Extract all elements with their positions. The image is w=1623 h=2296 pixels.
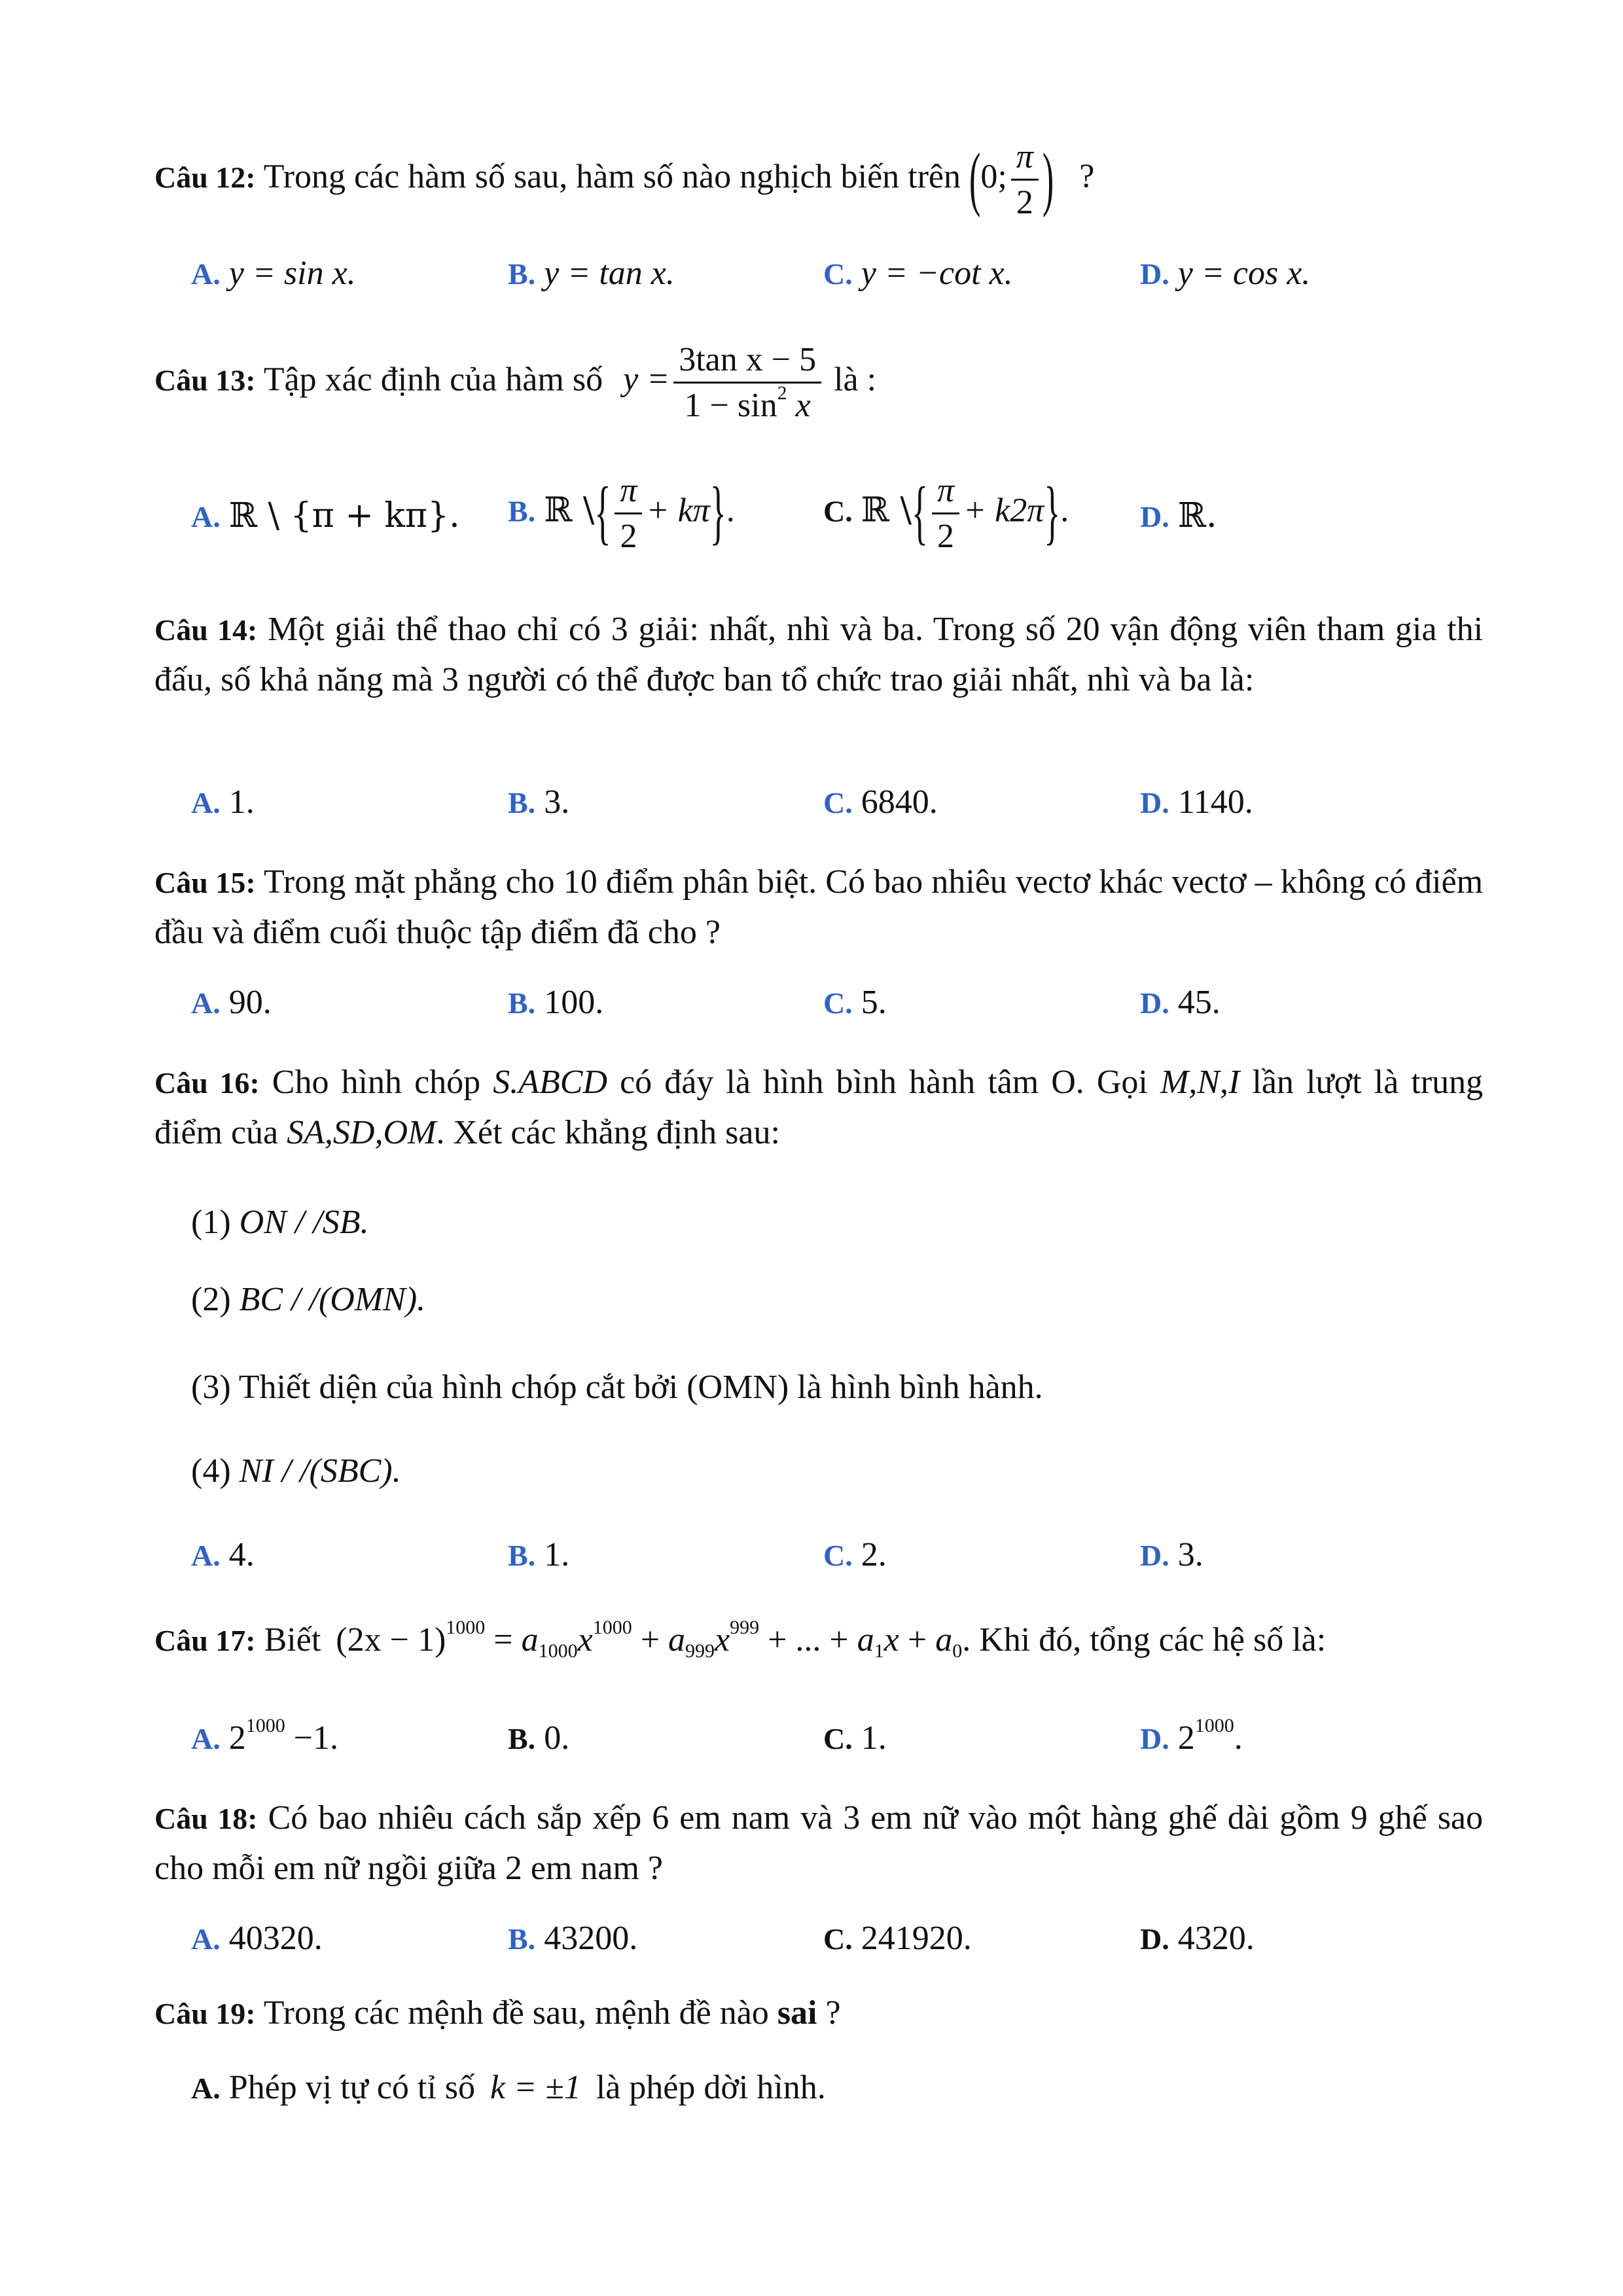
- option-letter: B.: [508, 1922, 536, 1956]
- question-text: Trong mặt phẳng cho 10 điểm phân biệt. Có bao nhiêu vectơ khác vectơ – không có điểm đầu và điểm cuối thuộc tập điểm đã cho ?: [154, 863, 1484, 951]
- binomial-base: (2x − 1): [336, 1621, 446, 1659]
- variable-exponent: 1000: [592, 1617, 632, 1638]
- denominator-variable: x: [795, 387, 811, 424]
- statement-number: (3): [191, 1369, 231, 1406]
- question-17: [154, 1617, 1327, 1662]
- option-b: [508, 471, 735, 556]
- option-letter: C.: [823, 494, 853, 528]
- option-letter: D.: [1140, 786, 1169, 819]
- option-c: [823, 471, 1069, 556]
- question-label: Câu 14:: [154, 613, 258, 647]
- fraction-denominator: [679, 384, 816, 425]
- question-text: có đáy là hình bình hành tâm O. Gọi: [620, 1064, 1148, 1101]
- option-end: .: [726, 492, 735, 529]
- denominator-base: 1 − sin: [684, 387, 777, 424]
- option-text: là phép dời hình.: [596, 2069, 826, 2106]
- option-letter: A.: [191, 2072, 221, 2105]
- question-18: [154, 1793, 1483, 1893]
- option-d: [1140, 1919, 1255, 1958]
- option-content: 1140.: [1177, 783, 1253, 821]
- question-text: ?: [825, 1994, 841, 2032]
- option-letter: A.: [191, 500, 221, 533]
- option-content: ℝ \ {π + kπ}.: [228, 496, 460, 535]
- option-content: 1.: [228, 783, 255, 821]
- option-b: [508, 1919, 637, 1958]
- option-b: [508, 1719, 569, 1757]
- option-c: [823, 1535, 887, 1574]
- option-content: 1.: [544, 1536, 570, 1573]
- option-a: [191, 783, 255, 821]
- coef: a: [668, 1621, 686, 1659]
- question-text: Trong các hàm số sau, hàm số nào nghịch biến trên: [263, 158, 961, 196]
- variable: x: [577, 1621, 593, 1659]
- coef: a: [521, 1621, 539, 1659]
- option-c: [823, 1719, 887, 1757]
- option-rest: + k2π: [963, 492, 1044, 529]
- question-16: [154, 1058, 1483, 1158]
- function-fraction: [673, 340, 821, 425]
- statement-content: BC / /(OMN).: [239, 1281, 426, 1318]
- statement-number: (4): [191, 1452, 231, 1490]
- option-rest: −1.: [293, 1719, 339, 1757]
- close-brace: }: [709, 474, 726, 553]
- points: M,N,I: [1160, 1064, 1240, 1101]
- question-label: Câu 12:: [154, 160, 256, 194]
- statement-content: Thiết diện của hình chóp cắt bởi (OMN) là hình bình hành.: [238, 1369, 1043, 1406]
- option-content: 43200.: [544, 1920, 638, 1957]
- option-content: 3.: [544, 783, 570, 821]
- interval-left: 0;: [980, 158, 1007, 196]
- option-a: [191, 2068, 826, 2107]
- option-a: [191, 1715, 339, 1757]
- question-19: [154, 1994, 841, 2032]
- pyramid-name: S.ABCD: [493, 1064, 607, 1101]
- option-a: [191, 1535, 255, 1574]
- question-13: [154, 340, 876, 425]
- option-end: .: [1060, 492, 1069, 529]
- option-d: [1140, 496, 1217, 535]
- option-a: [191, 496, 460, 535]
- question-text: . Xét các khẳng định sau:: [436, 1114, 780, 1151]
- plus: +: [640, 1621, 660, 1659]
- option-content: 0.: [544, 1719, 570, 1757]
- statement-number: (1): [191, 1204, 231, 1241]
- coef-index: 1: [874, 1640, 884, 1662]
- option-content: y = −cot x.: [861, 255, 1013, 292]
- segments: SA,SD,OM: [287, 1114, 437, 1151]
- option-letter: D.: [1140, 257, 1169, 291]
- plus: +: [907, 1621, 927, 1659]
- question-text: Một giải thể thao chỉ có 3 giải: nhất, nhì và ba. Trong số 20 vận động viên tham gia thi đấu, số khả năng mà 3 người có thể được ban tổ chức trao giải nhất, nhì và ba là:: [154, 611, 1484, 698]
- question-text: Trong các mệnh đề sau, mệnh đề nào: [263, 1994, 769, 2032]
- question-label: Câu 17:: [154, 1624, 256, 1657]
- statement-number: (2): [191, 1281, 231, 1318]
- open-brace: {: [594, 474, 611, 553]
- question-14: [154, 605, 1483, 705]
- fraction-denominator: 2: [620, 518, 637, 555]
- option-c: [823, 783, 938, 821]
- binomial-exponent: 1000: [446, 1617, 486, 1638]
- question-label: Câu 19:: [154, 1997, 256, 2030]
- option-letter: C.: [823, 1722, 853, 1755]
- fraction-denominator: 2: [1016, 184, 1033, 221]
- option-content: 1.: [861, 1719, 887, 1757]
- power-exponent: 1000: [245, 1715, 285, 1736]
- coef-index: 1000: [538, 1640, 578, 1662]
- equals: =: [493, 1621, 513, 1659]
- option-content: 3.: [1177, 1536, 1204, 1573]
- option-letter: A.: [191, 786, 221, 819]
- option-letter: A.: [191, 1539, 221, 1572]
- option-c: [823, 983, 887, 1022]
- option-content: 4320.: [1177, 1920, 1255, 1957]
- question-text: . Khi đó, tổng các hệ số là:: [962, 1621, 1327, 1659]
- variable-exponent: 999: [730, 1617, 760, 1638]
- option-b: [508, 983, 603, 1022]
- fraction-denominator: 2: [937, 518, 954, 555]
- statement-3: [191, 1368, 1043, 1407]
- statement-content: ON / /SB.: [239, 1204, 369, 1241]
- option-content: y = sin x.: [228, 255, 356, 292]
- coef: a: [935, 1621, 953, 1659]
- option-content: 241920.: [861, 1920, 972, 1957]
- option-d: [1140, 1715, 1243, 1757]
- set-prefix: ℝ \: [861, 490, 912, 530]
- option-text: Phép vị tự có tỉ số: [228, 2069, 476, 2106]
- power-exponent: 1000: [1194, 1715, 1234, 1736]
- option-letter: A.: [191, 1922, 221, 1956]
- option-c: [823, 254, 1013, 293]
- option-letter: B.: [508, 257, 536, 291]
- option-letter: D.: [1140, 1539, 1169, 1572]
- option-letter: B.: [508, 1722, 536, 1755]
- option-letter: C.: [823, 786, 853, 819]
- ellipsis: + ... +: [768, 1621, 849, 1659]
- option-content: y = cos x.: [1177, 255, 1311, 292]
- option-content: 45.: [1177, 984, 1221, 1021]
- question-text: Tập xác định của hàm số: [263, 361, 603, 399]
- question-label: Câu 16:: [154, 1066, 260, 1100]
- emphasis-word: sai: [777, 1994, 817, 2032]
- question-suffix: là :: [834, 361, 877, 399]
- close-paren: ): [1042, 140, 1054, 219]
- coef-index: 999: [685, 1640, 715, 1662]
- option-letter: D.: [1140, 500, 1169, 533]
- option-letter: A.: [191, 1722, 221, 1755]
- option-letter: A.: [191, 986, 221, 1020]
- question-mark: ?: [1079, 158, 1095, 196]
- variable: x: [715, 1621, 730, 1659]
- option-letter: C.: [823, 257, 853, 291]
- option-content: 6840.: [861, 783, 938, 821]
- option-content: 5.: [861, 984, 887, 1021]
- option-rest: .: [1234, 1719, 1243, 1757]
- fraction: [932, 471, 959, 556]
- statement-1: [191, 1203, 369, 1242]
- variable: x: [883, 1621, 899, 1659]
- option-content: 90.: [228, 984, 272, 1021]
- question-text: là trung điểm của: [154, 1064, 1484, 1151]
- option-d: [1140, 254, 1310, 293]
- function-name: y =: [623, 361, 670, 399]
- option-a: [191, 983, 272, 1022]
- statement-4: [191, 1452, 401, 1490]
- option-letter: D.: [1140, 986, 1169, 1020]
- option-content: 40320.: [228, 1920, 323, 1957]
- option-letter: C.: [823, 986, 853, 1020]
- open-brace: {: [912, 474, 928, 553]
- option-d: [1140, 1535, 1204, 1574]
- question-label: Câu 13:: [154, 363, 256, 397]
- option-letter: D.: [1140, 1922, 1169, 1956]
- option-d: [1140, 983, 1221, 1022]
- question-text: Cho hình chóp: [272, 1064, 481, 1101]
- question-text: Biết: [264, 1621, 321, 1659]
- option-letter: B.: [508, 1539, 536, 1572]
- question-label: Câu 15:: [154, 866, 256, 899]
- option-b: [508, 254, 675, 293]
- close-brace: }: [1044, 474, 1061, 553]
- coef-index: 0: [952, 1640, 963, 1662]
- option-content: y = tan x.: [544, 255, 675, 292]
- option-math: k = ±1: [490, 2069, 581, 2106]
- option-letter: B.: [508, 494, 536, 528]
- denominator-exponent: 2: [777, 382, 787, 404]
- option-letter: C.: [823, 1539, 853, 1572]
- fraction-numerator: π: [1011, 137, 1039, 181]
- option-a: [191, 254, 356, 293]
- coef: a: [857, 1621, 874, 1659]
- option-b: [508, 1535, 569, 1574]
- option-content: ℝ.: [1177, 496, 1217, 535]
- option-letter: A.: [191, 257, 221, 291]
- option-letter: C.: [823, 1922, 853, 1956]
- option-b: [508, 783, 569, 821]
- option-d: [1140, 783, 1253, 821]
- option-content: 4.: [228, 1536, 255, 1573]
- open-paren: (: [969, 140, 981, 219]
- question-15: [154, 857, 1483, 958]
- set-prefix: ℝ \: [544, 490, 595, 530]
- fraction: [615, 471, 642, 556]
- option-content: 100.: [544, 984, 604, 1021]
- fraction-numerator: 3tan x − 5: [673, 340, 821, 384]
- option-letter: B.: [508, 786, 536, 819]
- option-c: [823, 1919, 972, 1958]
- option-content: 2.: [861, 1536, 887, 1573]
- question-label: Câu 18:: [154, 1802, 258, 1835]
- statement-content: NI / /(SBC).: [239, 1452, 401, 1490]
- option-letter: B.: [508, 986, 536, 1020]
- statement-2: [191, 1280, 425, 1319]
- power-base: 2: [228, 1719, 246, 1757]
- fraction: [1011, 137, 1039, 222]
- option-rest: + kπ: [646, 492, 710, 529]
- fraction-numerator: π: [932, 471, 959, 514]
- option-a: [191, 1919, 323, 1958]
- question-12: [154, 137, 1094, 222]
- question-text: lần lượt: [1252, 1064, 1362, 1101]
- power-base: 2: [1177, 1719, 1195, 1757]
- option-letter: D.: [1140, 1722, 1169, 1755]
- question-text: Có bao nhiêu cách sắp xếp 6 em nam và 3 em nữ vào một hàng ghế dài gồm 9 ghế sao cho mỗi em nữ ngồi giữa 2 em nam ?: [154, 1799, 1484, 1887]
- fraction-numerator: π: [615, 471, 642, 514]
